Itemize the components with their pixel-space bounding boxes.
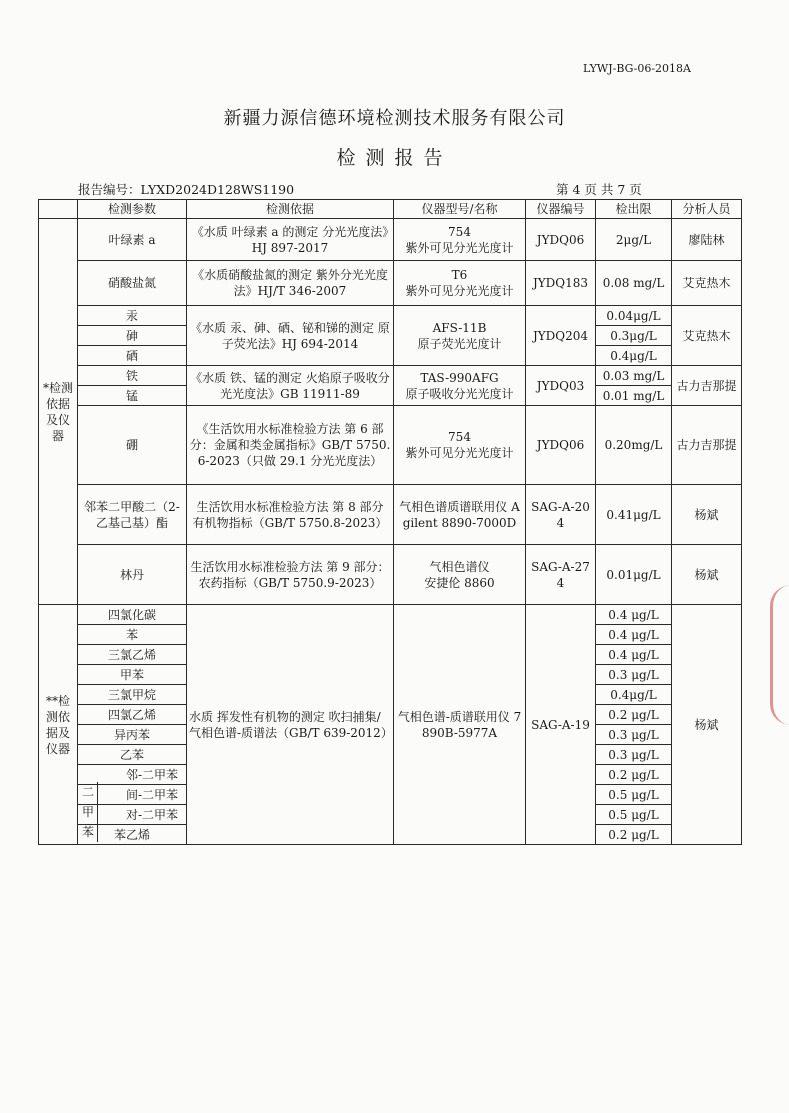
instrument-cell: 气相色谱仪 安捷伦 8860	[394, 545, 526, 605]
param-cell: 间-二甲苯	[78, 785, 187, 805]
instrument-cell: AFS-11B 原子荧光光度计	[394, 306, 526, 366]
analyst-cell: 艾克热木	[672, 306, 742, 366]
lod-cell: 0.3μg/L	[596, 326, 672, 346]
group-label-2: **检测依据及仪器	[39, 605, 78, 845]
instrument-no-cell: JYDQ06	[526, 219, 596, 261]
table-row	[39, 306, 742, 326]
table-row	[39, 406, 742, 485]
param-cell: 硝酸盐氮	[78, 261, 187, 306]
header-blank	[39, 200, 78, 219]
company-name: 新疆力源信德环境检测技术服务有限公司	[223, 108, 566, 129]
lod-cell: 0.3 μg/L	[596, 745, 672, 765]
instrument-cell: TAS-990AFG 原子吸收分光光度计	[394, 366, 526, 406]
analyst-cell: 杨斌	[672, 605, 742, 845]
analyst-cell: 古力吉那提	[672, 366, 742, 406]
basis-cell: 生活饮用水标准检验方法 第 8 部分 有机物指标（GB/T 5750.8-2023）	[187, 485, 394, 545]
lod-cell: 2μg/L	[596, 219, 672, 261]
param-cell: 苯	[78, 625, 187, 645]
analyst-cell: 廖陆林	[672, 219, 742, 261]
param-cell: 叶绿素 a	[78, 219, 187, 261]
basis-cell: 《生活饮用水标准检验方法 第 6 部分：金属和类金属指标》GB/T 5750.6-2023（只做 29.1 分光光度法）	[187, 406, 394, 485]
param-cell: 林丹	[78, 545, 187, 605]
lod-cell: 0.4 μg/L	[596, 605, 672, 625]
param-cell: 四氯乙烯	[78, 705, 187, 725]
document-code: LYWJ-BG-06-2018A	[583, 62, 691, 75]
header-cell: 仪器型号/名称	[394, 200, 526, 219]
instrument-no-cell: JYDQ183	[526, 261, 596, 306]
param-cell: 四氯化碳	[78, 605, 187, 625]
xylene-group-label: 二甲苯	[79, 782, 98, 842]
instrument-cell: 气相色谱质谱联用仪 Agilent 8890-7000D	[394, 485, 526, 545]
param-cell: 硒	[78, 346, 187, 366]
lod-cell: 0.08 mg/L	[596, 261, 672, 306]
lod-cell: 0.01μg/L	[596, 545, 672, 605]
report-title: 检测报告	[336, 147, 453, 169]
instrument-cell: 754 紫外可见分光光度计	[394, 219, 526, 261]
analyst-cell: 杨斌	[672, 545, 742, 605]
lod-cell: 0.4 μg/L	[596, 645, 672, 665]
lod-cell: 0.03 mg/L	[596, 366, 672, 386]
param-cell: 硼	[78, 406, 187, 485]
instrument-no-cell: JYDQ06	[526, 406, 596, 485]
instrument-cell: 754 紫外可见分光光度计	[394, 406, 526, 485]
param-cell: 三氯乙烯	[78, 645, 187, 665]
basis-cell: 生活饮用水标准检验方法 第 9 部分：农药指标（GB/T 5750.9-2023）	[187, 545, 394, 605]
table-row	[39, 485, 742, 545]
lod-cell: 0.5 μg/L	[596, 785, 672, 805]
table-row	[39, 219, 742, 261]
param-cell: 甲苯	[78, 665, 187, 685]
instrument-cell: 气相色谱-质谱联用仪 7890B-5977A	[394, 605, 526, 845]
basis-cell: 《水质硝酸盐氮的测定 紫外分光光度法》HJ/T 346-2007	[187, 261, 394, 306]
header-cell: 检出限	[596, 200, 672, 219]
lod-cell: 0.01 mg/L	[596, 386, 672, 406]
group-label-1: *检测依据及仪器	[39, 219, 78, 605]
param-cell: 汞	[78, 306, 187, 326]
analyst-cell: 杨斌	[672, 485, 742, 545]
param-cell: 异丙苯	[78, 725, 187, 745]
lod-cell: 0.3 μg/L	[596, 665, 672, 685]
instrument-cell: T6 紫外可见分光光度计	[394, 261, 526, 306]
instrument-no-cell: JYDQ03	[526, 366, 596, 406]
red-seal-fragment	[770, 585, 789, 725]
table-row	[39, 605, 742, 625]
lod-cell: 0.20mg/L	[596, 406, 672, 485]
param-cell: 锰	[78, 386, 187, 406]
param-cell: 乙苯	[78, 745, 187, 765]
page-info: 第 4 页 共 7 页	[556, 182, 642, 197]
param-cell: 铁	[78, 366, 187, 386]
instrument-no-cell: SAG-A-274	[526, 545, 596, 605]
table-header-row	[39, 200, 742, 219]
lod-cell: 0.5 μg/L	[596, 805, 672, 825]
instrument-no-cell: SAG-A-19	[526, 605, 596, 845]
lod-cell: 0.4 μg/L	[596, 625, 672, 645]
lod-cell: 0.4μg/L	[596, 685, 672, 705]
lod-cell: 0.2 μg/L	[596, 825, 672, 845]
instrument-no-cell: JYDQ204	[526, 306, 596, 366]
lod-cell: 0.3 μg/L	[596, 725, 672, 745]
param-cell: 对-二甲苯	[78, 805, 187, 825]
basis-cell: 《水质 汞、砷、硒、铋和锑的测定 原子荧光法》HJ 694-2014	[187, 306, 394, 366]
header-cell: 仪器编号	[526, 200, 596, 219]
instrument-no-cell: SAG-A-204	[526, 485, 596, 545]
table-row	[39, 545, 742, 605]
basis-cell: 《水质 叶绿素 a 的测定 分光光度法》HJ 897-2017	[187, 219, 394, 261]
analyst-cell: 艾克热木	[672, 261, 742, 306]
param-cell: 邻-二甲苯	[78, 765, 187, 785]
analyst-cell: 古力吉那提	[672, 406, 742, 485]
basis-cell: 水质 挥发性有机物的测定 吹扫捕集/气相色谱-质谱法（GB/T 639-2012）	[187, 605, 394, 845]
lod-cell: 0.4μg/L	[596, 346, 672, 366]
header-cell: 检测参数	[78, 200, 187, 219]
lod-cell: 0.04μg/L	[596, 306, 672, 326]
header-cell: 检测依据	[187, 200, 394, 219]
param-cell: 苯乙烯	[78, 825, 187, 845]
report-number: 报告编号：LYXD2024D128WS1190	[78, 182, 295, 197]
basis-cell: 《水质 铁、锰的测定 火焰原子吸收分光光度法》GB 11911-89	[187, 366, 394, 406]
header-cell: 分析人员	[672, 200, 742, 219]
param-cell: 邻苯二甲酸二（2-乙基己基）酯	[78, 485, 187, 545]
lod-cell: 0.41μg/L	[596, 485, 672, 545]
lod-cell: 0.2 μg/L	[596, 765, 672, 785]
table-row	[39, 366, 742, 386]
param-cell: 三氯甲烷	[78, 685, 187, 705]
report-table	[38, 199, 742, 845]
param-cell: 砷	[78, 326, 187, 346]
table-row	[39, 261, 742, 306]
lod-cell: 0.2 μg/L	[596, 705, 672, 725]
